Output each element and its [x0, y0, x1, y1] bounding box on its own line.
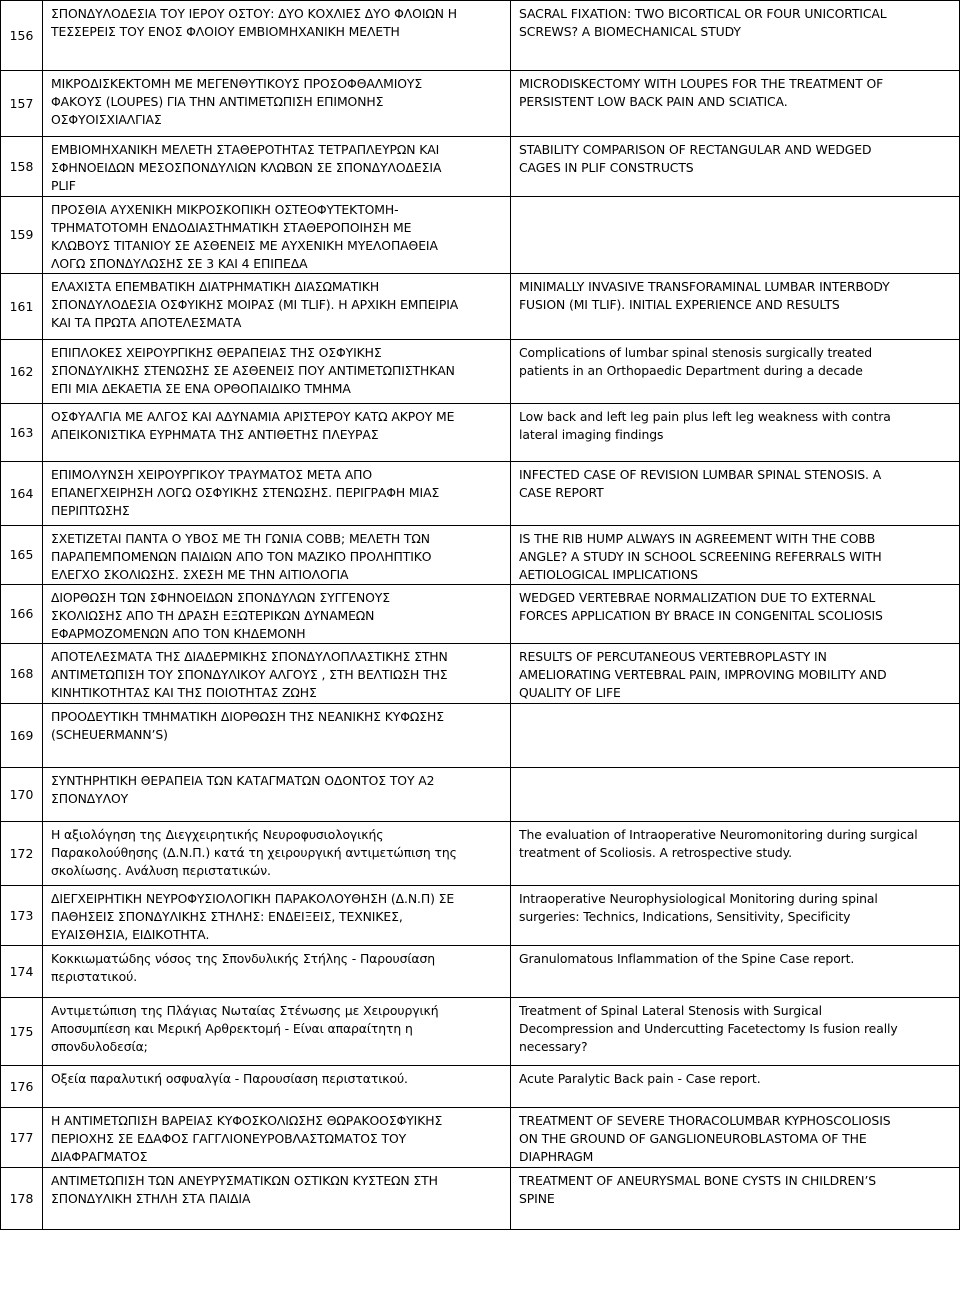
greek-title-cell	[43, 340, 511, 404]
greek-title-cell	[43, 704, 511, 768]
greek-title-cell	[43, 404, 511, 462]
abstract-number: 170	[1, 768, 43, 822]
english-title: The evaluation of Intraoperative Neuromonitoring during surgical treatment of Scoliosis. A retrospective study.	[519, 827, 918, 860]
greek-title-cell	[43, 768, 511, 822]
greek-title-cell	[43, 946, 511, 998]
english-title-cell	[511, 404, 960, 462]
table-row	[1, 704, 960, 768]
greek-title: ΔΙΕΓΧΕΙΡΗΤΙΚΗ ΝΕΥΡΟΦΥΣΙΟΛΟΓΙΚΗ ΠΑΡΑΚΟΛΟΥΘΗΣΗ (Δ.Ν.Π) ΣΕ ΠΑΘΗΣΕΙΣ ΣΠΟΝΔΥΛΙΚΗΣ ΣΤΗΛΗΣ: ΕΝΔΕΙΞΕΙΣ, ΤΕΧΝΙΚΕΣ, ΕΥΑΙΣΘΗΣΙΑ, ΕΙΔΙΚΟΤΗΤΑ.	[51, 891, 455, 942]
greek-title: Η ΑΝΤΙΜΕΤΩΠΙΣΗ ΒΑΡΕΙΑΣ ΚΥΦΟΣΚΟΛΙΩΣΗΣ ΘΩΡΑΚΟΟΣΦΥΙΚΗΣ ΠΕΡΙΟΧΗΣ ΣΕ ΕΔΑΦΟΣ ΓΑΓΓΛΙΟΝΕΥΡΟΒΛΑΣΤΩΜΑΤΟΣ ΤΟΥ ΔΙΑΦΡΑΓΜΑΤΟΣ	[51, 1113, 443, 1164]
table-row	[1, 1168, 960, 1230]
abstract-number: 165	[1, 526, 43, 585]
greek-title-cell	[43, 585, 511, 644]
abstract-number: 161	[1, 274, 43, 340]
english-title: IS THE RIB HUMP ALWAYS IN AGREEMENT WITH THE COBB ANGLE? A STUDY IN SCHOOL SCREENING REFERRALS WITH AETIOLOGICAL IMPLICATIONS	[519, 531, 882, 582]
greek-title: Οξεία παραλυτική οσφυαλγία - Παρουσίαση περιστατικού.	[51, 1071, 408, 1086]
english-title: RESULTS OF PERCUTANEOUS VERTEBROPLASTY IN AMELIORATING VERTEBRAL PAIN, IMPROVING MOBILITY AND QUALITY OF LIFE	[519, 649, 887, 700]
english-title: Treatment of Spinal Lateral Stenosis with Surgical Decompression and Undercutting Facetectomy Is fusion really necessary?	[519, 1003, 898, 1054]
english-title-cell	[511, 197, 960, 274]
abstract-number: 158	[1, 137, 43, 197]
english-title-cell	[511, 1, 960, 71]
table-row	[1, 404, 960, 462]
greek-title: Κοκκιωματώδης νόσος της Σπονδυλικής Στήλης - Παρουσίαση περιστατικού.	[51, 951, 435, 984]
table-row	[1, 1066, 960, 1108]
abstract-number: 175	[1, 998, 43, 1066]
greek-title-cell	[43, 526, 511, 585]
table-row	[1, 137, 960, 197]
greek-title-cell	[43, 462, 511, 526]
greek-title: ΠΡΟΣΘΙΑ ΑΥΧΕΝΙΚΗ ΜΙΚΡΟΣΚΟΠΙΚΗ ΟΣΤΕΟΦΥΤΕΚΤΟΜΗ- ΤΡΗΜΑΤΟΤΟΜΗ ΕΝΔΟΔΙΑΣΤΗΜΑΤΙΚΗ ΣΤΑΘΕΡΟΠΟΙΗΣΗ ΜΕ ΚΛΩΒΟΥΣ ΤΙΤΑΝΙΟΥ ΣΕ ΑΣΘΕΝΕΙΣ ΜΕ ΑΥΧΕΝΙΚΗ ΜΥΕΛΟΠΑΘΕΙΑ ΛΟΓΩ ΣΠΟΝΔΥΛΩΣΗΣ ΣΕ 3 ΚΑΙ 4 ΕΠΙΠΕΔΑ	[51, 202, 438, 271]
abstract-number: 159	[1, 197, 43, 274]
greek-title-cell	[43, 197, 511, 274]
english-title: SACRAL FIXATION: TWO BICORTICAL OR FOUR UNICORTICAL SCREWS? A BIOMECHANICAL STUDY	[519, 6, 887, 39]
abstract-number: 178	[1, 1168, 43, 1230]
english-title: STABILITY COMPARISON OF RECTANGULAR AND WEDGED CAGES IN PLIF CONSTRUCTS	[519, 142, 872, 175]
greek-title: ΕΠΙΠΛΟΚΕΣ ΧΕΙΡΟΥΡΓΙΚΗΣ ΘΕΡΑΠΕΙΑΣ ΤΗΣ ΟΣΦΥΙΚΗΣ ΣΠΟΝΔΥΛΙΚΗΣ ΣΤΕΝΩΣΗΣ ΣΕ ΑΣΘΕΝΕΙΣ ΠΟΥ ΑΝΤΙΜΕΤΩΠΙΣΤΗΚΑΝ ΕΠΙ ΜΙΑ ΔΕΚΑΕΤΙΑ ΣΕ ΕΝΑ ΟΡΘΟΠΑΙΔΙΚΟ ΤΜΗΜΑ	[51, 345, 455, 396]
greek-title-cell	[43, 998, 511, 1066]
greek-title: ΣΥΝΤΗΡΗΤΙΚΗ ΘΕΡΑΠΕΙΑ ΤΩΝ ΚΑΤΑΓΜΑΤΩΝ ΟΔΟΝΤΟΣ ΤΟΥ Α2 ΣΠΟΝΔΥΛΟΥ	[51, 773, 435, 806]
abstract-number: 169	[1, 704, 43, 768]
table-row	[1, 71, 960, 137]
english-title-cell	[511, 1168, 960, 1230]
table-row	[1, 768, 960, 822]
greek-title: ΜΙΚΡΟΔΙΣΚΕΚΤΟΜΗ ΜΕ ΜΕΓΕΝΘΥΤΙΚΟΥΣ ΠΡΟΣΟΦΘΑΛΜΙΟΥΣ ΦΑΚΟΥΣ (LOUPES) ΓΙΑ ΤΗΝ ΑΝΤΙΜΕΤΩΠΙΣΗ ΕΠΙΜΟΝΗΣ ΟΣΦΥΟΙΣΧΙΑΛΓΙΑΣ	[51, 76, 423, 127]
english-title: MINIMALLY INVASIVE TRANSFORAMINAL LUMBAR INTERBODY FUSION (MI TLIF). INITIAL EXPERIENCE AND RESULTS	[519, 279, 890, 312]
abstract-number: 174	[1, 946, 43, 998]
english-title-cell	[511, 768, 960, 822]
english-title-cell	[511, 585, 960, 644]
greek-title-cell	[43, 1168, 511, 1230]
abstract-number: 164	[1, 462, 43, 526]
greek-title-cell	[43, 1, 511, 71]
english-title-cell	[511, 704, 960, 768]
table-row	[1, 585, 960, 644]
table-row	[1, 822, 960, 886]
greek-title: ΑΝΤΙΜΕΤΩΠΙΣΗ ΤΩΝ ΑΝΕΥΡΥΣΜΑΤΙΚΩΝ ΟΣΤΙΚΩΝ ΚΥΣΤΕΩΝ ΣΤΗ ΣΠΟΝΔΥΛΙΚΗ ΣΤΗΛΗ ΣΤΑ ΠΑΙΔΙΑ	[51, 1173, 438, 1206]
greek-title: ΑΠΟΤΕΛΕΣΜΑΤΑ ΤΗΣ ΔΙΑΔΕΡΜΙΚΗΣ ΣΠΟΝΔΥΛΟΠΛΑΣΤΙΚΗΣ ΣΤΗΝ ΑΝΤΙΜΕΤΩΠΙΣΗ ΤΟΥ ΣΠΟΝΔΥΛΙΚΟΥ ΑΛΓΟΥΣ , ΣΤΗ ΒΕΛΤΙΩΣΗ ΤΗΣ ΚΙΝΗΤΙΚΟΤΗΤΑΣ ΚΑΙ ΤΗΣ ΠΟΙΟΤΗΤΑΣ ΖΩΗΣ	[51, 649, 448, 700]
english-title: Granulomatous Inflammation of the Spine Case report.	[519, 951, 855, 966]
english-title-cell	[511, 946, 960, 998]
english-title-cell	[511, 340, 960, 404]
greek-title-cell	[43, 137, 511, 197]
english-title: Intraoperative Neurophysiological Monitoring during spinal surgeries: Technics, Indications, Sensitivity, Specificity	[519, 891, 878, 924]
english-title: WEDGED VERTEBRAE NORMALIZATION DUE TO EXTERNAL FORCES APPLICATION BY BRACE IN CONGENITAL SCOLIOSIS	[519, 590, 883, 623]
english-title-cell	[511, 644, 960, 704]
greek-title: ΔΙΟΡΘΩΣΗ ΤΩΝ ΣΦΗΝΟΕΙΔΩΝ ΣΠΟΝΔΥΛΩΝ ΣΥΓΓΕΝΟΥΣ ΣΚΟΛΙΩΣΗΣ ΑΠΟ ΤΗ ΔΡΑΣΗ ΕΞΩΤΕΡΙΚΩΝ ΔΥΝΑΜΕΩΝ ΕΦΑΡΜΟΖΟΜΕΝΩΝ ΑΠΟ ΤΟΝ ΚΗΔΕΜΟΝΗ	[51, 590, 390, 641]
english-title: TREATMENT OF SEVERE THORACOLUMBAR KYPHOSCOLIOSIS ON THE GROUND OF GANGLIONEUROBLASTOMA OF THE DIAPHRAGM	[519, 1113, 891, 1164]
table-row	[1, 274, 960, 340]
greek-title: ΕΛΑΧΙΣΤΑ ΕΠΕΜΒΑΤΙΚΗ ΔΙΑΤΡΗΜΑΤΙΚΗ ΔΙΑΣΩΜΑΤΙΚΗ ΣΠΟΝΔΥΛΟΔΕΣΙΑ ΟΣΦΥΙΚΗΣ ΜΟΙΡΑΣ (MI TLIF). Η ΑΡΧΙΚΗ ΕΜΠΕΙΡΙΑ ΚΑΙ ΤΑ ΠΡΩΤΑ ΑΠΟΤΕΛΕΣΜΑΤΑ	[51, 279, 459, 330]
greek-title: ΟΣΦΥΑΛΓΙΑ ΜΕ ΑΛΓΟΣ ΚΑΙ ΑΔΥΝΑΜΙΑ ΑΡΙΣΤΕΡΟΥ ΚΑΤΩ ΑΚΡΟΥ ΜΕ ΑΠΕΙΚΟΝΙΣΤΙΚΑ ΕΥΡΗΜΑΤΑ ΤΗΣ ΑΝΤΙΘΕΤΗΣ ΠΛΕΥΡΑΣ	[51, 409, 455, 442]
english-title-cell	[511, 1066, 960, 1108]
greek-title-cell	[43, 71, 511, 137]
table-row	[1, 462, 960, 526]
greek-title: Η αξιολόγηση της Διεγχειρητικής Νευροφυσιολογικής Παρακολούθησης (Δ.Ν.Π.) κατά τη χειρουργική αντιμετώπιση της σκολίωσης. Ανάλυση περιστατικών.	[51, 827, 457, 878]
abstract-number: 176	[1, 1066, 43, 1108]
table-row	[1, 946, 960, 998]
table-row	[1, 998, 960, 1066]
abstract-number: 168	[1, 644, 43, 704]
english-title-cell	[511, 822, 960, 886]
table-row	[1, 526, 960, 585]
greek-title-cell	[43, 886, 511, 946]
greek-title-cell	[43, 822, 511, 886]
abstract-number: 163	[1, 404, 43, 462]
abstract-number: 162	[1, 340, 43, 404]
greek-title: ΠΡΟΟΔΕΥΤΙΚΗ ΤΜΗΜΑΤΙΚΗ ΔΙΟΡΘΩΣΗ ΤΗΣ ΝΕΑΝΙΚΗΣ ΚΥΦΩΣΗΣ (SCHEUERMANN’S)	[51, 709, 444, 742]
greek-title-cell	[43, 1066, 511, 1108]
english-title-cell	[511, 71, 960, 137]
english-title: Acute Paralytic Back pain - Case report.	[519, 1071, 761, 1086]
english-title-cell	[511, 137, 960, 197]
table-row	[1, 886, 960, 946]
table-row	[1, 340, 960, 404]
abstract-number: 177	[1, 1108, 43, 1168]
table-row	[1, 1, 960, 71]
english-title-cell	[511, 1108, 960, 1168]
english-title-cell	[511, 462, 960, 526]
greek-title-cell	[43, 644, 511, 704]
greek-title: ΣΧΕΤΙΖΕΤΑΙ ΠΑΝΤΑ Ο ΥΒΟΣ ΜΕ ΤΗ ΓΩΝΙΑ COBB; ΜΕΛΕΤΗ ΤΩΝ ΠΑΡΑΠΕΜΠΟΜΕΝΩΝ ΠΑΙΔΙΩΝ ΑΠΟ ΤΟΝ ΜΑΖΙΚΟ ΠΡΟΛΗΠΤΙΚΟ ΕΛΕΓΧΟ ΣΚΟΛΙΩΣΗΣ. ΣΧΕΣΗ ΜΕ ΤΗΝ ΑΙΤΙΟΛΟΓΙΑ	[51, 531, 432, 582]
abstracts-table-body	[1, 1, 960, 1230]
english-title: TREATMENT OF ANEURYSMAL BONE CYSTS IN CHILDREN’S SPINE	[519, 1173, 877, 1206]
greek-title-cell	[43, 274, 511, 340]
english-title: Complications of lumbar spinal stenosis surgically treated patients in an Orthopaedic Department during a decade	[519, 345, 873, 378]
table-row	[1, 197, 960, 274]
greek-title-cell	[43, 1108, 511, 1168]
abstract-number: 173	[1, 886, 43, 946]
english-title: MICRODISKECTOMY WITH LOUPES FOR THE TREATMENT OF PERSISTENT LOW BACK PAIN AND SCIATICA.	[519, 76, 884, 109]
abstract-number: 166	[1, 585, 43, 644]
english-title-cell	[511, 526, 960, 585]
english-title-cell	[511, 886, 960, 946]
abstract-number: 156	[1, 1, 43, 71]
english-title-cell	[511, 274, 960, 340]
abstract-number: 172	[1, 822, 43, 886]
english-title-cell	[511, 998, 960, 1066]
greek-title: Αντιμετώπιση της Πλάγιας Νωταίας Στένωσης με Χειρουργική Αποσυμπίεση και Μερική Αρθρεκτομή - Είναι απαραίτητη η σπονδυλοδεσία;	[51, 1003, 439, 1054]
abstract-number: 157	[1, 71, 43, 137]
english-title: Low back and left leg pain plus left leg weakness with contra lateral imaging findings	[519, 409, 891, 442]
greek-title: ΕΠΙΜΟΛΥΝΣΗ ΧΕΙΡΟΥΡΓΙΚΟΥ ΤΡΑΥΜΑΤΟΣ ΜΕΤΑ ΑΠΟ ΕΠΑΝΕΓΧΕΙΡΗΣΗ ΛΟΓΩ ΟΣΦΥΙΚΗΣ ΣΤΕΝΩΣΗΣ. ΠΕΡΙΓΡΑΦΗ ΜΙΑΣ ΠΕΡΙΠΤΩΣΗΣ	[51, 467, 440, 518]
table-row	[1, 644, 960, 704]
english-title: INFECTED CASE OF REVISION LUMBAR SPINAL STENOSIS. A CASE REPORT	[519, 467, 882, 500]
greek-title: ΕΜΒΙΟΜΗΧΑΝΙΚΗ ΜΕΛΕΤΗ ΣΤΑΘΕΡΟΤΗΤΑΣ ΤΕΤΡΑΠΛΕΥΡΩΝ ΚΑΙ ΣΦΗΝΟΕΙΔΩΝ ΜΕΣΟΣΠΟΝΔΥΛΙΩΝ ΚΛΩΒΩΝ ΣΕ ΣΠΟΝΔΥΛΟΔΕΣΙΑ PLIF	[51, 142, 442, 193]
greek-title: ΣΠΟΝΔΥΛΟΔΕΣΙΑ ΤΟΥ ΙΕΡΟΥ ΟΣΤΟΥ: ΔΥΟ ΚΟΧΛΙΕΣ ΔΥΟ ΦΛΟΙΩΝ Η ΤΕΣΣΕΡΕΙΣ ΤΟΥ ΕΝΟΣ ΦΛΟΙΟΥ ΕΜΒΙΟΜΗΧΑΝΙΚΗ ΜΕΛΕΤΗ	[51, 6, 457, 39]
table-row	[1, 1108, 960, 1168]
